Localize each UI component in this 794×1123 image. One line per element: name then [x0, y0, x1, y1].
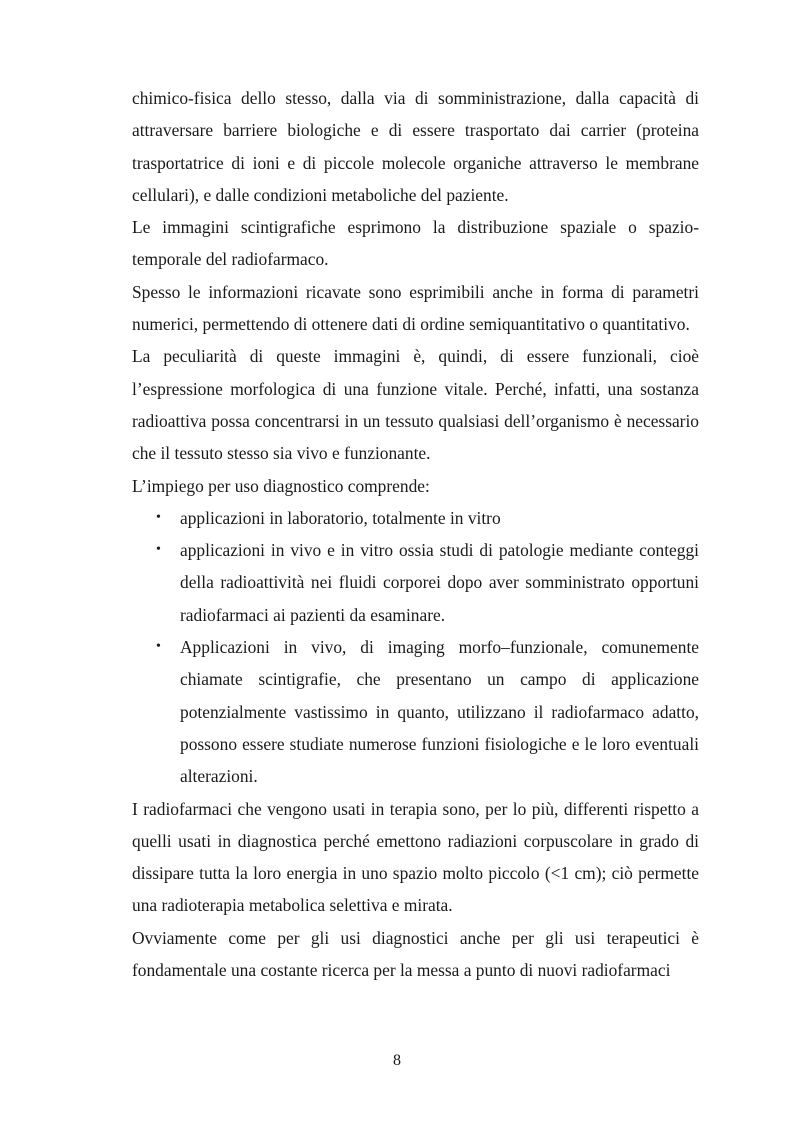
paragraph-numeric-parameters: Spesso le informazioni ricavate sono esprimibili anche in forma di parametri numerici, permettendo di ottenere dati di ordine semiquantitativo o quantitativo. [132, 281, 699, 335]
list-item-text: Applicazioni in vivo, di imaging morfo–funzionale, comunemente chiamate scintigrafie, che presentano un campo di applicazione potenzialmente vastissimo in quanto, utilizzano il radiofarmaco adatto, possono essere studiate numerose funzioni fisiologiche e le loro eventuali alterazioni. [180, 637, 699, 787]
paragraph-functional-images: La peculiarità di queste immagini è, quindi, di essere funzionali, cioè l’espressione morfologica di una funzione vitale. Perché, infatti, una sostanza radioattiva possa concentrarsi in un tessuto qualsiasi dell’organismo è necessario che il tessuto stesso sia vivo e funzionante. [132, 346, 699, 464]
paragraph-properties-continuation: chimico-fisica dello stesso, dalla via di somministrazione, dalla capacità di attraversare barriere biologiche e di essere trasportato dai carrier (proteina trasportatrice di ioni e di piccole molecole organiche attraverso le membrane cellulari), e dalle condizioni metaboliche del paziente. [132, 88, 699, 205]
list-item [156, 631, 699, 792]
paragraph-research-need: Ovviamente come per gli usi diagnostici anche per gli usi terapeutici è fondamentale una costante ricerca per la messa a punto di nuovi radiofarmaci [132, 927, 699, 981]
list-item-text: applicazioni in vivo e in vitro ossia studi di patologie mediante conteggi della radioattività nei fluidi corporei dopo aver somministrato opportuni radiofarmaci ai pazienti da esaminare. [180, 540, 699, 625]
list-item [156, 534, 699, 631]
body-text [132, 82, 699, 986]
page-number: 8 [393, 1052, 401, 1069]
diagnostic-use-list [132, 502, 699, 793]
list-item-text: applicazioni in laboratorio, totalmente in vitro [180, 507, 501, 528]
bullet-icon: • [156, 542, 161, 558]
bullet-icon: • [156, 509, 161, 525]
paragraph-therapy-radiopharmaceuticals: I radiofarmaci che vengono usati in terapia sono, per lo più, differenti rispetto a quelli usati in diagnostica perché emettono radiazioni corpuscolare in grado di dissipare tutta la loro energia in uno spazio molto piccolo (<1 cm); ciò permette una radioterapia metabolica selettiva e mirata. [132, 798, 699, 916]
paragraph-diagnostic-use-intro: L’impiego per uso diagnostico comprende: [132, 475, 430, 496]
bullet-icon: • [156, 639, 161, 655]
paragraph-scintigraphic-images: Le immagini scintigrafiche esprimono la distribuzione spaziale o spazio-temporale del radiofarmaco. [132, 217, 699, 270]
list-item [156, 502, 699, 534]
